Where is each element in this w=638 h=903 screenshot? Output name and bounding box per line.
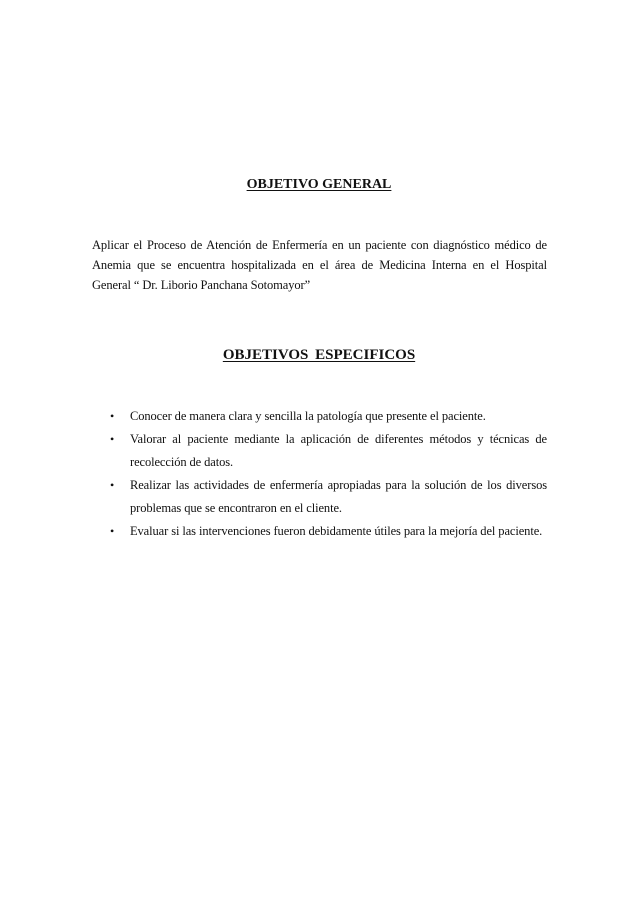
- list-item-text: Conocer de manera clara y sencilla la patología que presente el paciente.: [130, 409, 486, 423]
- specific-objectives-heading: OBJETIVOS ESPECIFICOS: [222, 347, 416, 363]
- list-item: [110, 474, 547, 520]
- bullet-icon: •: [110, 432, 115, 446]
- list-item: [110, 405, 547, 428]
- list-item-text: Realizar las actividades de enfermería apropiadas para la solución de los diversos problemas que se encontraron en el cliente.: [130, 478, 547, 515]
- general-objective-text: Aplicar el Proceso de Atención de Enfermería en un paciente con diagnóstico médico de Anemia que se encuentra hospitalizada en el área de Medicina Interna en el Hospital General “ Dr. Liborio Panchana Sotomayor”: [92, 238, 547, 292]
- bullet-icon: •: [110, 524, 115, 538]
- list-item-text: Evaluar si las intervenciones fueron debidamente útiles para la mejoría del paciente.: [130, 524, 543, 538]
- specific-objectives-list: [110, 405, 547, 543]
- list-item: [110, 428, 547, 474]
- bullet-icon: •: [110, 409, 115, 423]
- list-item: [110, 520, 547, 543]
- list-item-text: Valorar al paciente mediante la aplicación de diferentes métodos y técnicas de recolección de datos.: [130, 432, 547, 469]
- general-objective-heading: OBJETIVO GENERAL: [246, 177, 392, 192]
- bullet-icon: •: [110, 478, 115, 492]
